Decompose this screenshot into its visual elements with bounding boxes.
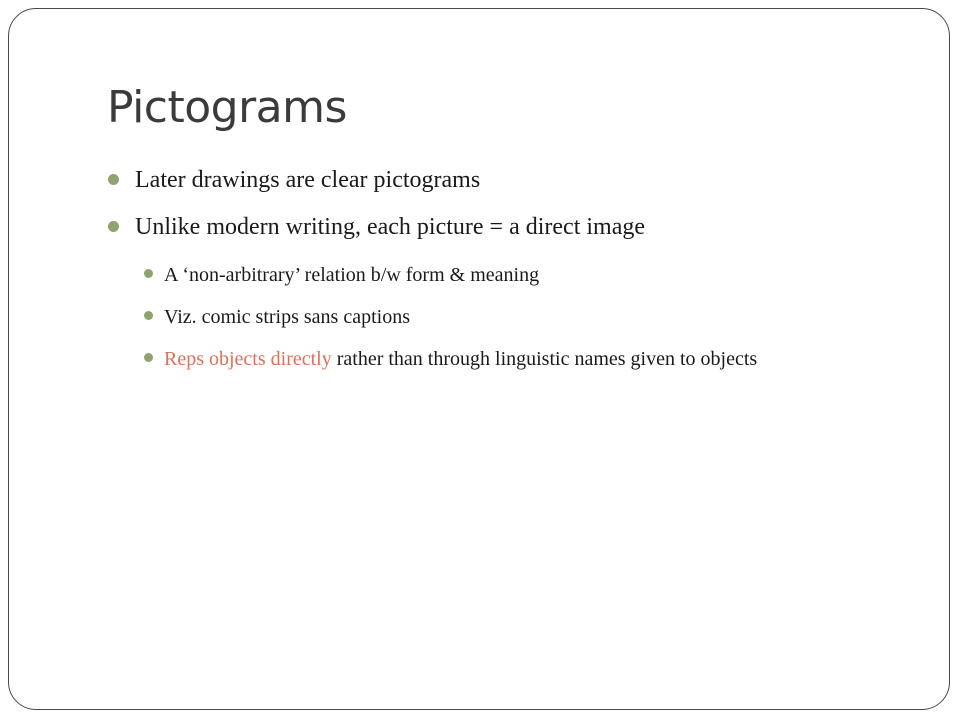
slide-title: Pictograms <box>107 82 347 133</box>
sub-bullet-item <box>144 260 884 290</box>
sub-bullet-item <box>144 302 884 332</box>
bullet-dot-icon <box>108 174 119 185</box>
sub-bullet-text: Viz. comic strips sans captions <box>164 306 410 328</box>
bullet-dot-icon <box>108 221 119 232</box>
sub-bullet-item <box>144 344 884 374</box>
highlighted-phrase: Reps objects directly <box>164 348 332 370</box>
bullet-item <box>108 213 908 242</box>
bullet-dot-icon <box>144 269 153 278</box>
bullet-dot-icon <box>144 353 153 362</box>
sub-bullet-text <box>144 344 884 374</box>
bullet-text: Unlike modern writing, each picture = a direct image <box>135 214 646 240</box>
sub-bullet-text: A ‘non-arbitrary’ relation b/w form & meaning <box>164 264 540 286</box>
bullet-text: Later drawings are clear pictograms <box>135 167 481 193</box>
bullet-dot-icon <box>144 311 153 320</box>
bullet-item <box>108 166 908 195</box>
sub-bullet-rest: rather than through linguistic names given to objects <box>331 348 758 370</box>
